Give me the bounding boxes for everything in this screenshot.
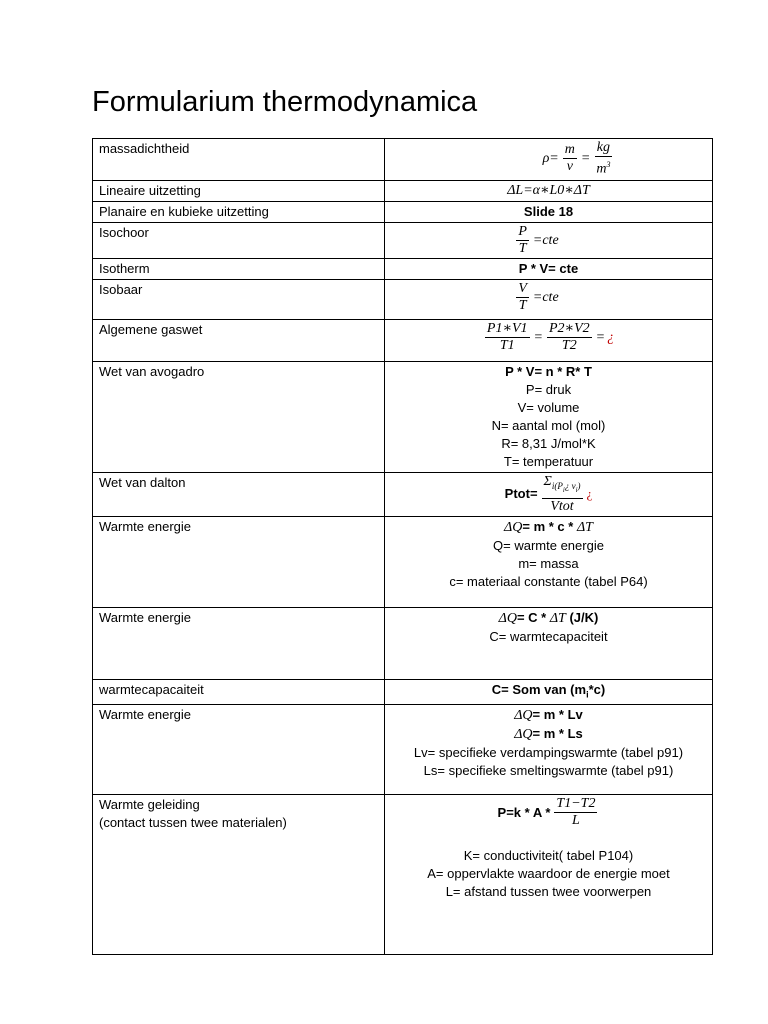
heat-conduction-block: P=k * A * $\frac{T1-T2}{L}$ K= conductiviteit( tabel P104) A= oppervlakte waardoor de energie moet L= afstand tussen twee voorwerpen bbox=[385, 795, 713, 955]
row-label: Isochoor bbox=[93, 223, 385, 259]
table-row bbox=[93, 320, 713, 362]
table-row bbox=[93, 280, 713, 320]
ideal-gas-law-formula: $\frac{P1∗V1}{T1}$ = $\frac{P2∗V2}{T2}$ = ¿ bbox=[385, 320, 713, 362]
row-label: Wet van dalton bbox=[93, 473, 385, 517]
heat-capacity-block: ΔQ= C * ΔT (J/K) C= warmtecapaciteit bbox=[385, 607, 713, 679]
row-label: Lineaire uitzetting bbox=[93, 181, 385, 202]
table-row bbox=[93, 139, 713, 181]
isochoric-formula: $\frac{P}{T}$ =cte bbox=[385, 223, 713, 259]
row-label: Warmte energie bbox=[93, 705, 385, 795]
table-row bbox=[93, 181, 713, 202]
table-row bbox=[93, 607, 713, 679]
table-row bbox=[93, 259, 713, 280]
row-label: Isotherm bbox=[93, 259, 385, 280]
avogadro-block: P * V= n * R* T P= druk V= volume N= aantal mol (mol) R= 8,31 J/mol*K T= temperatuur bbox=[385, 362, 713, 473]
table-row bbox=[93, 795, 713, 955]
formula-table bbox=[92, 138, 713, 955]
isothermal-formula: P * V= cte bbox=[385, 259, 713, 280]
row-label: massadichtheid bbox=[93, 139, 385, 181]
row-label: Isobaar bbox=[93, 280, 385, 320]
table-row bbox=[93, 516, 713, 607]
row-label: Algemene gaswet bbox=[93, 320, 385, 362]
latent-heat-block: ΔQ= m * Lv ΔQ= m * Ls Lv= specifieke verdampingswarmte (tabel p91) Ls= specifieke smeltingswarmte (tabel p91) bbox=[385, 705, 713, 795]
table-row bbox=[93, 473, 713, 517]
density-formula: ρ= $\frac{m}{v}$ = $\frac{kg}{m^3}$ bbox=[385, 139, 713, 181]
table-row bbox=[93, 362, 713, 473]
table-row bbox=[93, 705, 713, 795]
row-label: warmtecapacaiteit bbox=[93, 679, 385, 705]
isobaric-formula: $\frac{V}{T}$ =cte bbox=[385, 280, 713, 320]
dalton-formula: Ptot= $\frac{\Sigma_{i(P_i¿ v_i)}}{\text{Vtot}}$ ¿ bbox=[385, 473, 713, 517]
page-title: Formularium thermodynamica bbox=[92, 86, 478, 118]
table-row bbox=[93, 223, 713, 259]
table-row bbox=[93, 202, 713, 223]
row-label: Warmte energie bbox=[93, 516, 385, 607]
row-label: Warmte energie bbox=[93, 607, 385, 679]
row-label: Planaire en kubieke uitzetting bbox=[93, 202, 385, 223]
row-label: Wet van avogadro bbox=[93, 362, 385, 473]
slide-reference: Slide 18 bbox=[385, 202, 713, 223]
table-row bbox=[93, 679, 713, 705]
row-label: Warmte geleiding (contact tussen twee materialen) bbox=[93, 795, 385, 955]
heat-energy-block: ΔQ= m * c * ΔT Q= warmte energie m= massa c= materiaal constante (tabel P64) bbox=[385, 516, 713, 607]
heat-capacity-sum-formula: C= Som van $(m_i*c)$ bbox=[385, 679, 713, 705]
linear-expansion-formula: ΔL=α∗L0∗ΔT bbox=[385, 181, 713, 202]
